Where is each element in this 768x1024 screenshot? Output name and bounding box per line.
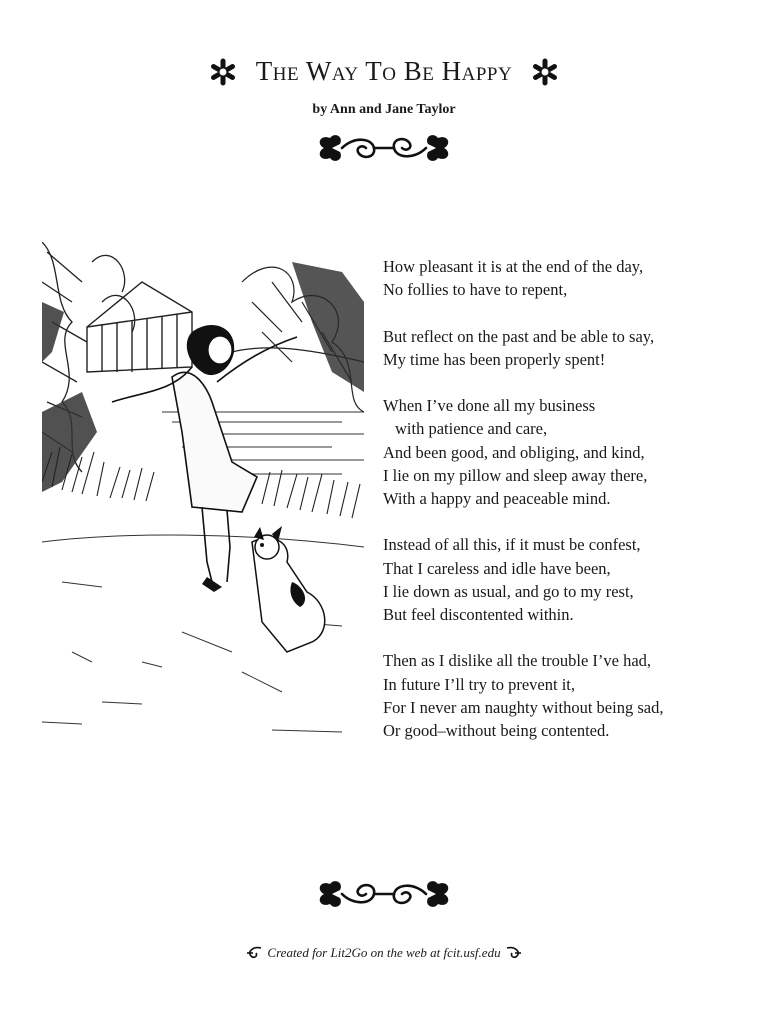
right-scroll-icon [505,944,523,962]
poem-line: with patience and care, [395,419,548,439]
poem-line: When I’ve done all my business [383,396,596,416]
poem-text [383,255,743,765]
poem-line: My time has been properly spent! [383,349,606,369]
footer-credit [0,944,768,962]
poem-stanza [383,649,743,742]
poem-line: In future I’ll try to prevent it, [383,674,575,694]
floral-divider-icon [314,876,454,912]
poem-line: But feel discontented within. [383,605,574,624]
poem-line: I lie down as usual, and go to my rest, [383,581,634,601]
poem-line: But reflect on the past and be able to say, [383,326,655,346]
poem-line: And been good, and obliging, and kind, [383,442,645,462]
poem-line: No follies to have to repent, [383,280,568,300]
girl-and-dog-illustration [42,242,364,740]
poem-line: How pleasant it is at the end of the day, [383,257,644,276]
floral-divider-icon [314,130,454,166]
poem-line: Then as I dislike all the trouble I’ve had, [383,651,652,671]
asterisk-ornament-icon [530,57,560,87]
poem-line: For I never am naughty without being sad, [383,697,664,717]
poem-line: I lie on my pillow and sleep away there, [383,465,648,485]
page-header [0,56,768,87]
author-byline: by Ann and Jane Taylor [312,102,456,117]
left-scroll-icon [245,944,263,962]
credit-text: Created for Lit2Go on the web at fcit.usf.edu [267,945,501,960]
poem-stanza [383,325,743,371]
poem-line: Or good–without being contented. [383,721,610,740]
poem-line: With a happy and peaceable mind. [383,489,611,508]
poem-stanza [383,394,743,510]
poem-line: That I careless and idle have been, [383,558,611,578]
poem-stanza [383,255,743,301]
asterisk-ornament-icon [208,57,238,87]
page-title: The Way To Be Happy [255,56,513,86]
poem-line: Instead of all this, if it must be confest, [383,535,641,555]
poem-stanza [383,533,743,626]
